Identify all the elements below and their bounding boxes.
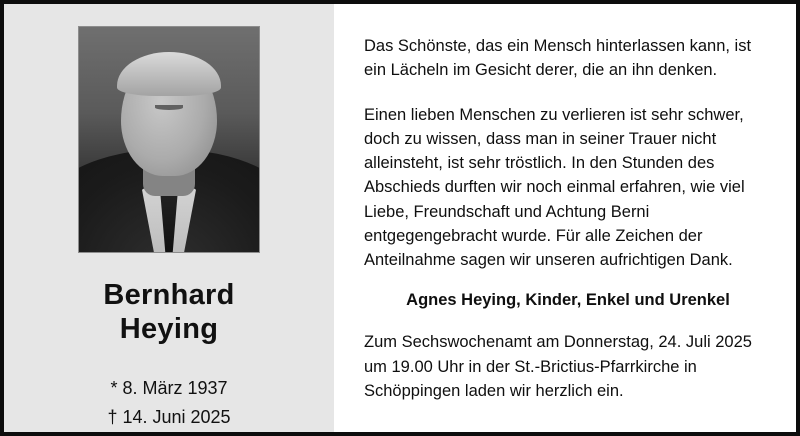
photo-mouth xyxy=(155,105,183,110)
closing-paragraph: Zum Sechswochenamt am Donnerstag, 24. Juli 2025 um 19.00 Uhr in der St.-Brictius-Pfarrkirche in Schöppingen laden wir herzlich ein. xyxy=(364,333,752,400)
text-panel xyxy=(334,4,796,432)
life-dates xyxy=(107,374,230,432)
body-paragraph: Einen lieben Menschen zu verlieren ist sehr schwer, doch zu wissen, dass man in seiner Trauer nicht alleinsteht, ist sehr tröstlich. In den Stunden des Abschieds durften wir noch einmal erfahren, wie viel Liebe, Freundschaft und Achtung Berni entgegengebracht wurde. Für alle Zeichen der Anteilnahme sagen wir unseren aufrichtigen Dank. xyxy=(364,105,745,269)
birth-date: * 8. März 1937 xyxy=(110,378,228,399)
name-line-first: Bernhard xyxy=(103,279,235,312)
deceased-name xyxy=(103,279,234,346)
family-signature: Agnes Heying, Kinder, Enkel und Urenkel xyxy=(406,291,730,310)
name-line-last: Heying xyxy=(119,312,219,345)
portrait-photo xyxy=(78,26,260,253)
intro-paragraph: Das Schönste, das ein Mensch hinterlassen kann, ist ein Lächeln im Gesicht derer, die an ihn denken. xyxy=(364,37,752,80)
death-date: † 14. Juni 2025 xyxy=(107,407,231,428)
portrait-panel xyxy=(4,4,334,432)
